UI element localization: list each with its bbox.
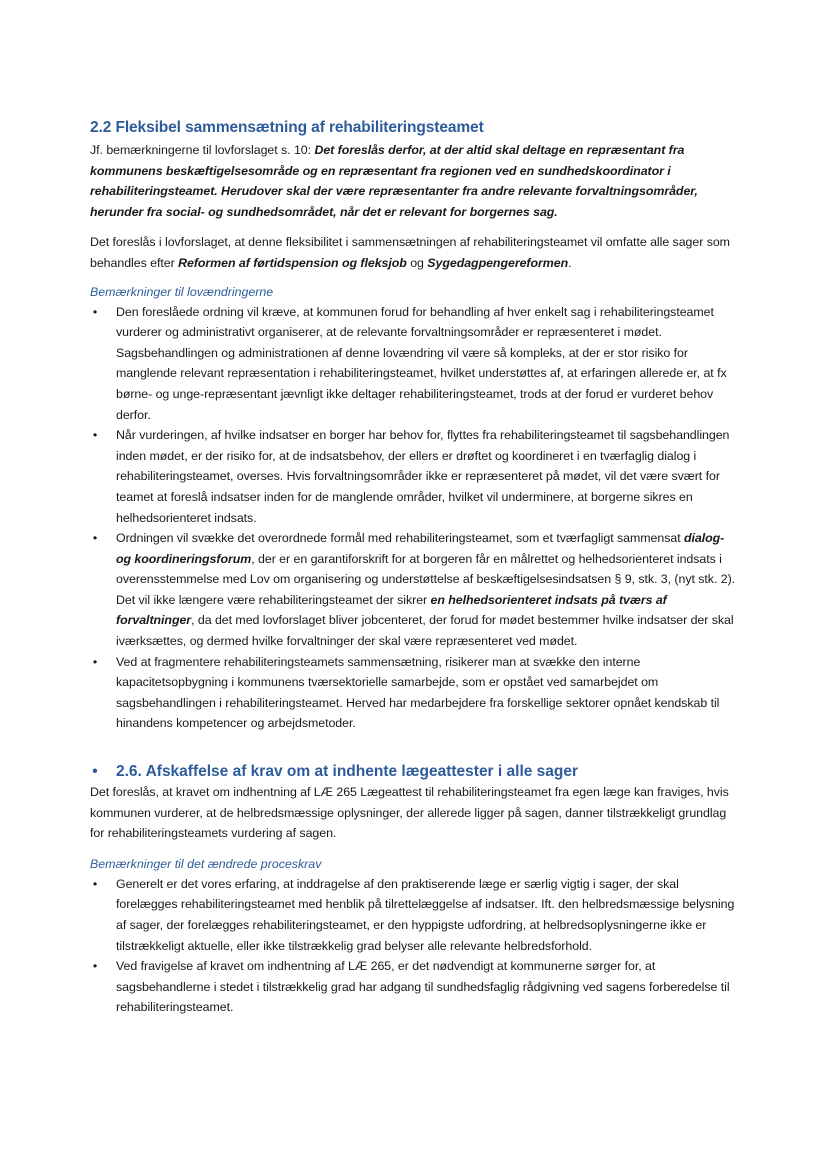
subheading-process-remarks: Bemærkninger til det ændrede proceskrav [90,856,322,871]
list-item [90,528,740,652]
section-heading-2-2: 2.2 Fleksibel sammensætning af rehabiliteringsteamet [90,119,484,136]
bullet-icon: • [92,876,98,891]
list-item [90,652,740,734]
list-item-text: Generelt er det vores erfaring, at inddragelse af den praktiserende læge er særlig vigtig i sager, der skal forelægges rehabiliteringsteamet med henblik på tilrettelæggelse af indsatser. Ift. den helbredsmæssige belysning af sager, der forelægges rehabiliteringsteamet, er den hyppigste udfordring, at helbredsoplysningerne ikke er tilstrækkeligt aktuelle, eller ikke tilstrækkelig grad belyser alle relevante helbredsforhold. [116,876,735,953]
subheading-remarks: Bemærkninger til lovændringerne [90,284,274,299]
list-item-text: , der er en garantiforskrift for at borgeren får en målrettet og helhedsorienteret indsats i overensstemmelse med Lov om organisering og understøttelse af beskæftigelsesindsatsen § 9, stk. 3, (nyt stk. 2). Det vil ikke længere være rehabiliteringsteamet der sikrer [116,551,736,607]
para-text: . [568,255,572,270]
list-item [90,302,740,426]
bullet-icon: • [92,428,98,443]
heading-text: 2.6. Afskaffelse af krav om at indhente lægeattester i alle sager [116,763,579,781]
list-item-emphasis: en helhedsorienteret indsats på tværs af forvaltninger [116,592,667,628]
bullet-icon: • [92,654,98,669]
reform-name-1: Reformen af førtidspension og fleksjob [178,255,407,270]
list-item [90,956,740,1018]
list-item-text: Ved at fragmentere rehabiliteringsteamets sammensætning, risikerer man at svække den interne kapacitetsopbygning i kommunens tværsektorielle samarbejde, som er opstået ved samarbejdet om sagsbehandlingen i rehabiliteringsteamet. Herved har medarbejdere fra forskellige sektorer opnået kendskab til hinandens kompetencer og arbejdsmetoder. [116,654,720,731]
para-text: Det foreslås i lovforslaget, at denne fleksibilitet i sammensætningen af rehabiliteringsteamet vil omfatte alle sager som behandles efter [90,235,730,270]
document-page [90,118,740,1018]
section-paragraph [90,232,740,273]
bullet-icon: • [92,304,98,319]
section-intro [90,140,740,222]
intro-lead: Jf. bemærkningerne til lovforslaget s. 10: [90,143,315,157]
list-item-text: Ordningen vil svække det overordnede formål med rehabiliteringsteamet, som et tværfagligt sammensat [116,531,684,546]
para-text: og [406,255,428,270]
remarks-list [90,302,740,734]
section-heading-2-6 [90,762,740,782]
bullet-icon: • [92,531,98,546]
list-item-emphasis: dialog- og koordineringsforum [116,531,725,566]
list-item-text: , da det med lovforslaget bliver jobcenteret, der forud for mødet bestemmer hvilke indsatser der skal iværksættes, og dermed hvilke forvaltninger der skal være repræsenteret ved mødet. [116,613,734,649]
section-paragraph: Det foreslås, at kravet om indhentning af LÆ 265 Lægeattest til rehabiliteringsteamet fra egen læge kan fraviges, hvis kommunen vurderer, at de helbredsmæssige oplysninger, der allerede ligger på sagen, danner tilstrækkeligt grundlag for rehabiliteringsteamets vurdering af sagen. [90,785,729,841]
reform-name-2: Sygedagpengereformen [427,255,569,270]
list-item-text: Den foreslåede ordning vil kræve, at kommunen forud for behandling af hver enkelt sag i rehabiliteringsteamet vurderer og administrativt organiserer, at de relevante forvaltningsområder er repræsenteret i mødet. Sagsbehandlingen og administrationen af denne lovændring vil være så kompleks, at der er stor risiko for manglende relevant repræsentation i rehabiliteringsteamet, hvilket understøttes af, at erfaringen allerede er, at fx børne- og unge-repræsentant jævnligt ikke deltager rehabiliteringsteamet, trods at der forud er vurderet behov derfor. [116,304,727,422]
list-item-text: Ved fravigelse af kravet om indhentning af LÆ 265, er det nødvendigt at kommunerne sørger for, at sagsbehandlerne i stedet i tilstrækkelig grad har adgang til sundhedsfaglig rådgivning ved sagens forberedelse til rehabiliteringsteamet. [116,959,730,1015]
list-item [90,874,740,956]
bullet-icon: • [92,763,98,781]
bullet-icon: • [92,959,98,974]
process-remarks-list [90,874,740,1018]
list-item-text: Når vurderingen, af hvilke indsatser en borger har behov for, flyttes fra rehabiliteringsteamet til sagsbehandlingen inden mødet, er der risiko for, at de indsatsbehov, der ellers er drøftet og koordineret i en tværfaglig dialog i rehabiliteringsteamet, overses. Hvis forvaltningsområder ikke er repræsenteret på mødet, vil det være svært for teamet at foreslå indsatser inden for de manglende områder, hvilket vil underminere, at borgerne sikres en helhedsorienteret indsats. [116,428,730,525]
list-item [90,425,740,528]
intro-quote: Det foreslås derfor, at der altid skal deltage en repræsentant fra kommunens beskæftigelsesområde og en repræsentant fra regionen ved en sundhedskoordinator i rehabiliteringsteamet. Herudover skal der være repræsentanter fra andre relevante forvaltningsområder, herunder fra social- og sundhedsområdet, når det er relevant for borgernes sag. [90,143,698,219]
